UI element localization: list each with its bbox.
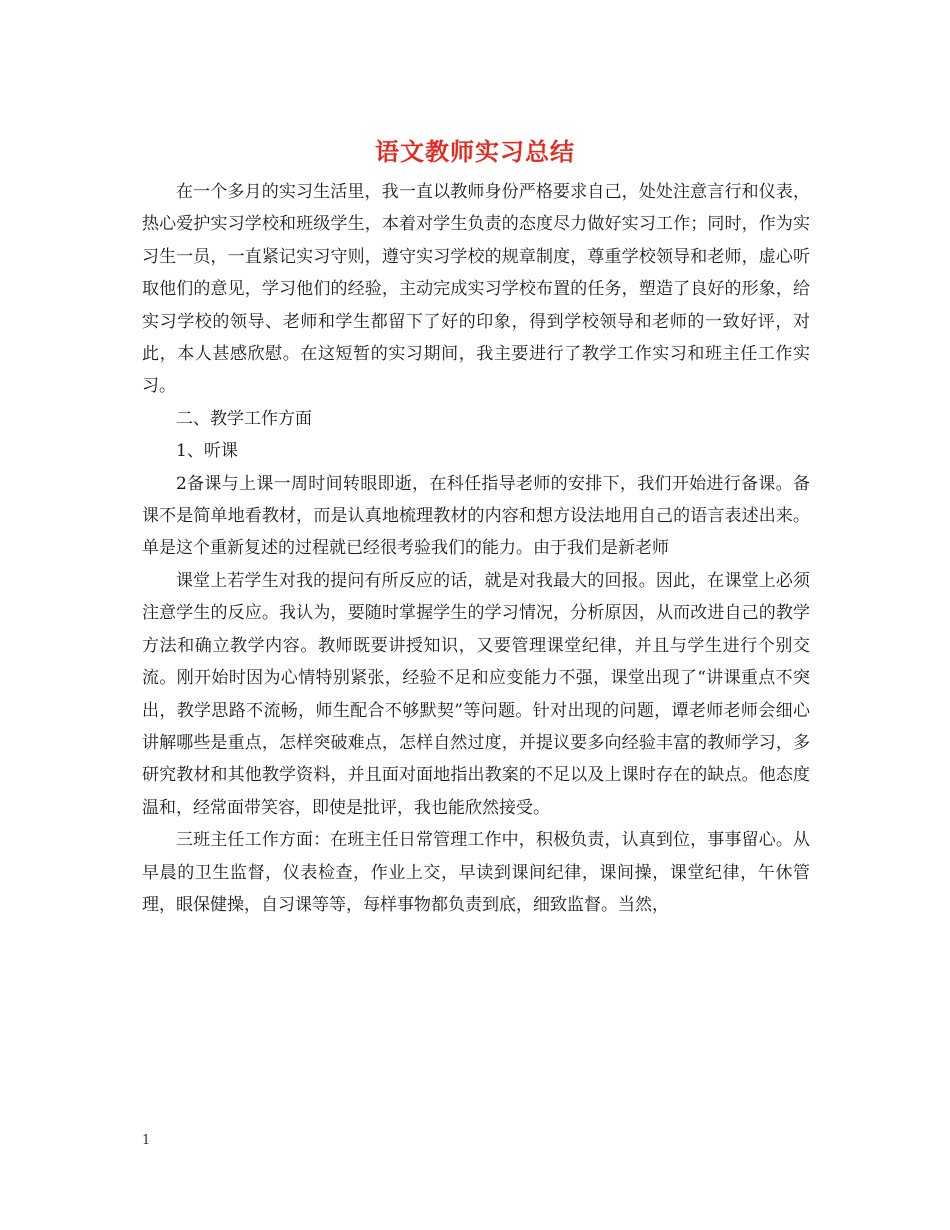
paragraph-lesson-prep: 2备课与上课一周时间转眼即逝，在科任指导老师的安排下，我们开始进行备课。备课不是简单地看教材，而是认真地梳理教材的内容和想方设法地用自己的语言表述出来。单是这个重新复述的过程就已经很考验我们的能力。由于我们是新老师 [142, 473, 810, 559]
paragraph-intro: 在一个多月的实习生活里，我一直以教师身份严格要求自己，处处注意言行和仪表，热心爱护实习学校和班级学生，本着对学生负责的态度尽力做好实习工作；同时，作为实习生一员，一直紧记实习守则，遵守实习学校的规章制度，尊重学校领导和老师，虚心听取他们的意见，学习他们的经验，主动完成实习学校布置的任务，塑造了良好的形象，给实习学校的领导、老师和学生都留下了好的印象，得到学校领导和老师的一致好评，对此，本人甚感欣慰。在这短暂的实习期间，我主要进行了教学工作实习和班主任工作实习。 [142, 182, 810, 397]
document-body [142, 176, 810, 921]
section-heading-teaching: 二、教学工作方面 [176, 408, 312, 429]
paragraph-classroom: 课堂上若学生对我的提问有所反应的话，就是对我最大的回报。因此，在课堂上必须注意学生的反应。我认为，要随时掌握学生的学习情况，分析原因，从而改进自己的教学方法和确立教学内容。教师既要讲授知识，又要管理课堂纪律，并且与学生进行个别交流。刚开始时因为心情特别紧张，经验不足和应变能力不强，课堂出现了“讲课重点不突出，教学思路不流畅，师生配合不够默契”等问题。针对出现的问题，谭老师老师会细心讲解哪些是重点，怎样突破难点，怎样自然过度，并提议要多向经验丰富的教师学习，多研究教材和其他教学资料，并且面对面地指出教案的不足以及上课时存在的缺点。他态度温和，经常面带笑容，即使是批评，我也能欣然接受。 [142, 570, 810, 818]
page-title: 语文教师实习总结 [375, 137, 575, 166]
paragraph-class-teacher: 三班主任工作方面：在班主任日常管理工作中，积极负责，认真到位，事事留心。从早晨的卫生监督，仪表检查，作业上交，早读到课间纪律，课间操，课堂纪律，午休管理，眼保健操，自习课等等，每样事物都负责到底，细致监督。当然， [142, 830, 810, 915]
page-number: 1 [142, 1133, 151, 1148]
subsection-heading-listening: 1、听课 [176, 441, 238, 462]
